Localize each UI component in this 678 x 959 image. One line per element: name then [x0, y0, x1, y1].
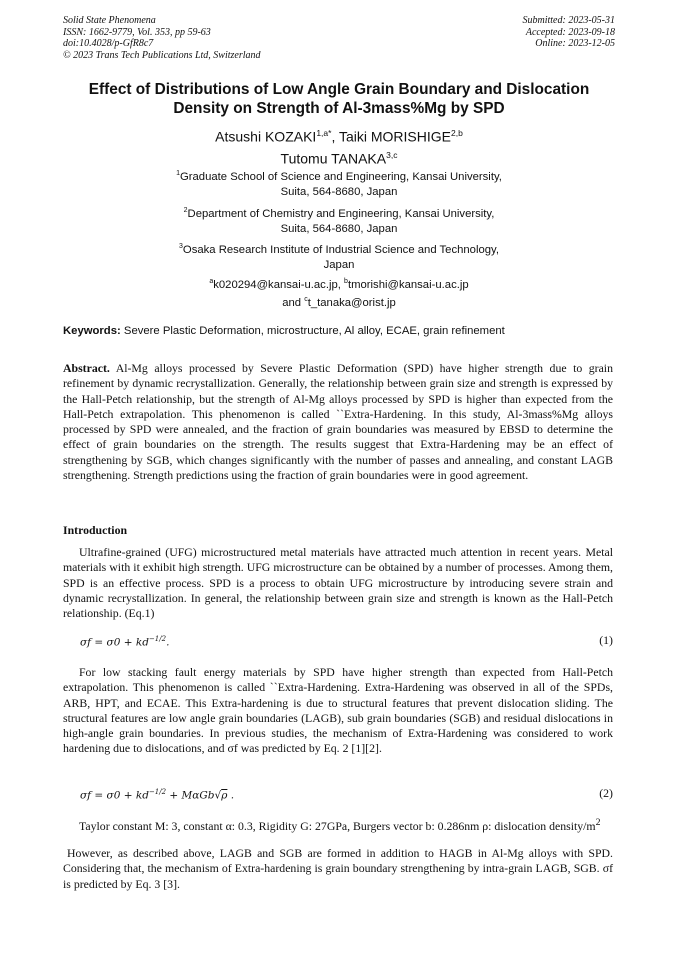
equation-2 — [80, 788, 234, 802]
author-2-sup: 2,b — [451, 128, 463, 138]
email-and: and — [282, 296, 305, 309]
journal-info — [63, 15, 261, 61]
date-accepted: Accepted: 2023-09-18 — [525, 26, 615, 38]
affiliation-1-num: 1 — [176, 170, 180, 177]
affiliation-2-num: 2 — [183, 207, 188, 214]
author-separator: , — [331, 128, 339, 145]
author-1: Atsushi KOZAKI — [215, 128, 317, 145]
keywords — [63, 325, 505, 337]
abstract-text: Al-Mg alloys processed by Severe Plastic Deformation (SPD) have higher strength due to grain refinement by dynamic recrystallization. Generally, the relationship between grain size and strength is expressed by the Hall-Petch relationship, but the strength of Al-Mg alloys processed by SPD is higher than expected from the Hall-Petch extrapolation. This phenomenon is called ``Extra-Hardening. In this study, Al-3mass%Mg alloys processed by SPD were annealed, and the fraction of grain boundaries was measured by EBSD to determine the effect of grain boundaries on the strength. The results suggest that Extra-Hardening may be an effect of strengthening by SGB, which changes significantly with the number of passes and annealing, and constant LAGB strengthening. Strength predictions using the fraction of grain boundaries were in good agreement. — [63, 361, 613, 483]
equation-2-rho: ρ — [221, 789, 228, 802]
equation-2-number: (2) — [599, 786, 613, 800]
abstract-label: Abstract. — [63, 361, 110, 375]
equation-2-end: . — [227, 789, 235, 802]
email-a-marker: a — [209, 278, 214, 285]
author-list — [40, 124, 638, 167]
intro-paragraph-1: Ultrafine-grained (UFG) microstructured metal materials have attracted much attention in recent years. Metal materials with it exhibit high strength. UFG microstructure can be obtained by a number of processes. Among them, SPD is an effective process. SPD is a process to obtain UFG microstructure by introducing severe strain and dynamic recrystallization. In general, the relationship between grain size and strength is known as the Hall-Petch relationship. (Eq.1) — [63, 545, 613, 621]
constants-unit-exponent: 2 — [595, 817, 601, 828]
author-2: Taiki MORISHIGE — [338, 128, 451, 145]
title-line-1: Effect of Distributions of Low Angle Grain Boundary and Dislocation — [88, 81, 590, 98]
equation-1-exponent: −1/2 — [148, 635, 167, 643]
affiliation-3-num: 3 — [179, 243, 183, 250]
email-c[interactable]: t_tanaka@orist.jp — [307, 296, 396, 309]
email-c-marker: c — [304, 295, 308, 303]
equation-1-body: σf = σ0 + kd — [80, 636, 149, 649]
author-3: Tutomu TANAKA — [280, 150, 387, 167]
title-line-2: Density on Strength of Al-3mass%Mg by SPD — [173, 99, 505, 117]
affiliation-1-line-1: Graduate School of Science and Engineering, Kansai University, — [179, 170, 502, 183]
date-submitted: Submitted: 2023-05-31 — [522, 15, 615, 26]
equation-1-end: . — [166, 636, 170, 649]
submission-dates — [523, 15, 616, 50]
intro-paragraph-4: However, as described above, LAGB and SGB are formed in addition to HAGB in Al-Mg alloys with SPD. Considering that, the mechanism of Extra-hardening is grain boundary strengthening by intra-grain LAGB, SGB. σf is predicted by Eq. 3 [3]. — [63, 846, 613, 891]
equation-1 — [80, 635, 169, 649]
email-block — [60, 275, 618, 310]
abstract — [63, 361, 613, 483]
affiliation-3 — [60, 240, 618, 272]
constants-text: Taylor constant M: 3, constant α: 0.3, Rigidity G: 27GPa, Burgers vector b: 0.286nm ρ: dislocation density/m — [79, 818, 596, 833]
equation-2-body: σf = σ0 + kd — [80, 789, 149, 802]
journal-issn: ISSN: 1662-9779, Vol. 353, pp 59-63 — [63, 26, 211, 38]
affiliation-1 — [60, 167, 618, 199]
affiliation-1-line-2: Suita, 564-8680, Japan — [280, 185, 398, 198]
equation-2-exponent: −1/2 — [148, 788, 167, 796]
author-3-sup: 3,c — [386, 149, 398, 160]
affiliation-2 — [60, 204, 618, 236]
email-b-marker: b — [344, 278, 348, 285]
date-online: Online: 2023-12-05 — [535, 38, 615, 49]
intro-paragraph-2: For low stacking fault energy materials by SPD have higher strength than expected from Hall-Petch extrapolation. This phenomenon is called ``Extra-Hardening. Extra-Hardening was observed in all of the SPDs, ARB, HPT, and ECAE. This Extra-hardening is due to structural features that prevent dislocation sliding. The structural features are low angle grain boundaries (LAGB), sub grain boundaries (SGB) and residual dislocations in high-angle grain boundaries. In previous studies, the mechanism of Extra-Hardening was considered to work hardening due to dislocations, and σf was predicted by Eq. 2 [1][2]. — [63, 665, 613, 756]
journal-doi: doi:10.4028/p-GfR8c7 — [63, 38, 154, 49]
keywords-text: Severe Plastic Deformation, microstructure, Al alloy, ECAE, grain refinement — [120, 325, 505, 337]
affiliation-2-line-1: Department of Chemistry and Engineering, Kansai University, — [187, 207, 495, 220]
email-a[interactable]: k020294@kansai-u.ac.jp, — [213, 278, 345, 291]
equation-1-number: (1) — [599, 633, 613, 647]
email-b[interactable]: tmorishi@kansai-u.ac.jp — [347, 278, 469, 291]
journal-name: Solid State Phenomena — [63, 15, 156, 26]
affiliation-3-line-1: Osaka Research Institute of Industrial Science and Technology, — [182, 243, 499, 256]
section-heading-introduction: Introduction — [63, 523, 128, 537]
affiliation-2-line-2: Suita, 564-8680, Japan — [280, 222, 398, 235]
equation-2-mid: + MαGb√ — [166, 789, 222, 802]
affiliation-3-line-2: Japan — [323, 258, 355, 271]
keywords-label: Keywords: — [63, 325, 121, 337]
journal-copyright: © 2023 Trans Tech Publications Ltd, Switzerland — [63, 49, 261, 61]
author-1-sup: 1,a* — [316, 128, 332, 138]
intro-paragraph-3 — [63, 815, 613, 834]
paper-title — [40, 81, 638, 118]
